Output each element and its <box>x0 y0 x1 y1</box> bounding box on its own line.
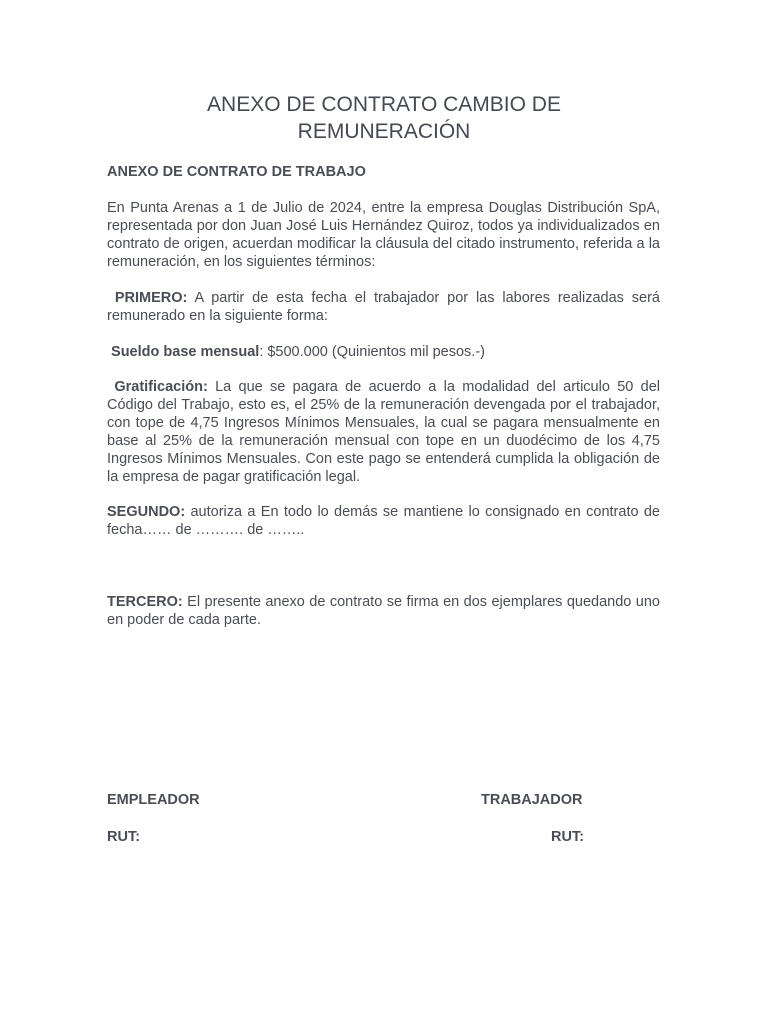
clause-tercero-label: TERCERO: <box>107 594 183 610</box>
document-title <box>0 91 768 145</box>
rut-trabajador: RUT: <box>551 829 585 845</box>
clause-primero-label: PRIMERO: <box>114 290 188 306</box>
clause-segundo-text: autoriza a En todo lo demás se mantiene lo consignado en contrato de fecha…… de ………. de …….. <box>107 504 660 538</box>
gratificacion-label: Gratificación: <box>114 379 208 395</box>
intro-paragraph: En Punta Arenas a 1 de Julio de 2024, entre la empresa Douglas Distribución SpA, representada por don Juan José Luis Hernández Quiroz, todos ya individualizados en contrato de origen, acuerdan modificar la cláusula del citado instrumento, referida a la remuneración, en los siguientes términos: <box>107 200 660 270</box>
clause-primero-text: A partir de esta fecha el trabajador por las labores realizadas será remunerado en la siguiente forma: <box>107 290 661 324</box>
sueldo-paragraph <box>107 343 660 361</box>
sueldo-label: Sueldo base mensual <box>111 344 260 360</box>
clause-segundo-label: SEGUNDO: <box>107 504 186 520</box>
signature-empleador: EMPLEADOR <box>107 792 200 808</box>
gratificacion-text: La que se pagara de acuerdo a la modalidad del articulo 50 del Código del Trabajo, esto es, el 25% de la remuneración devengada por el trabajador, con tope de 4,75 Ingresos Mínimos Mensuales, la cual se pagara mensualmente en base al 25% de la remuneración mensual con tope en un duodécimo de los 4,75 Ingresos Mínimos Mensuales. Con este pago se entenderá cumplida la obligación de la empresa de pagar gratificación legal. <box>107 379 661 485</box>
title-line-2: REMUNERACIÓN <box>297 120 471 143</box>
title-line-1: ANEXO DE CONTRATO CAMBIO DE <box>207 93 561 116</box>
sueldo-text: : $500.000 (Quinientos mil pesos.-) <box>259 344 485 360</box>
document-subtitle: ANEXO DE CONTRATO DE TRABAJO <box>107 164 366 180</box>
clause-primero <box>107 289 660 325</box>
gratificacion-paragraph <box>107 378 660 486</box>
clause-segundo <box>107 503 660 539</box>
rut-empleador: RUT: <box>107 829 141 845</box>
signature-trabajador: TRABAJADOR <box>481 792 583 808</box>
clause-tercero <box>107 593 660 629</box>
clause-tercero-text: El presente anexo de contrato se firma en dos ejemplares quedando uno en poder de cada parte. <box>107 594 660 628</box>
